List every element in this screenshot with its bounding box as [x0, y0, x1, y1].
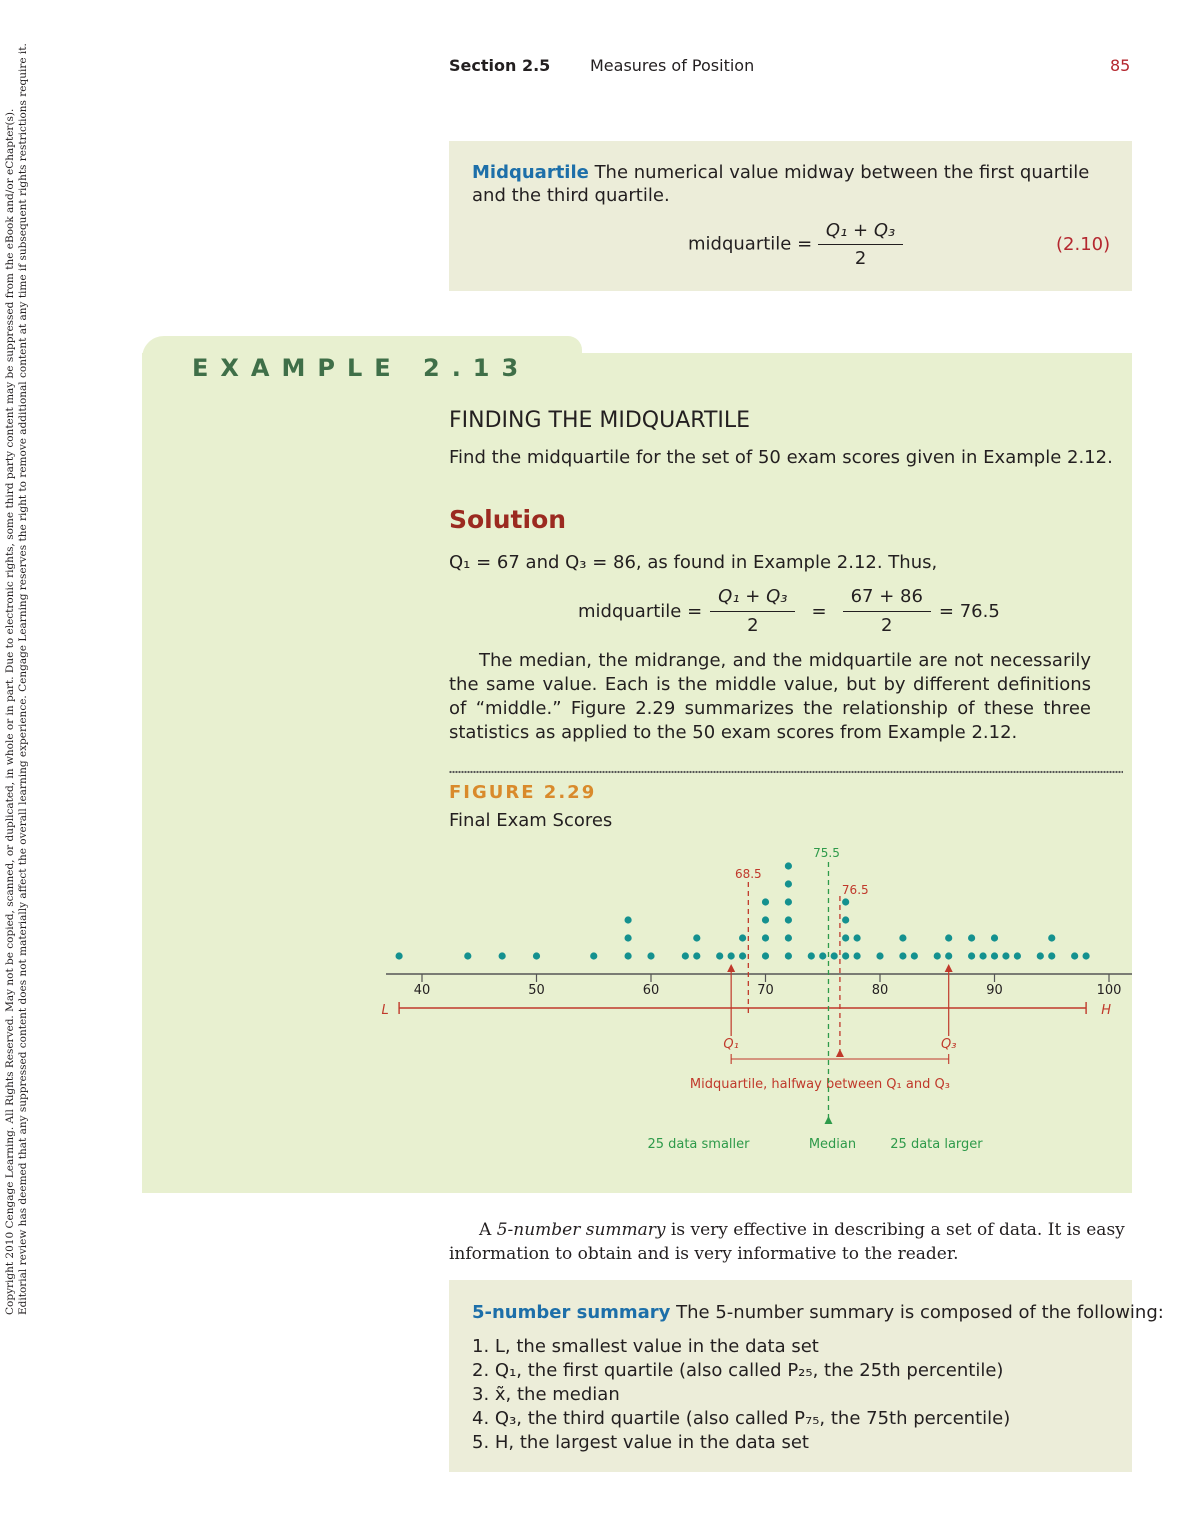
- summary-item: 2. Q₁, the first quartile (also called P₂₅, the 25th percentile): [472, 1360, 1004, 1381]
- summary-intro-text: The 5-number summary is composed of the following:: [670, 1302, 1164, 1323]
- section-title: Measures of Position: [590, 56, 755, 75]
- summary-list: [472, 1335, 1010, 1455]
- definition-text: The numerical value midway between the first quartile and the third quartile.: [472, 162, 1090, 206]
- data-dot: [842, 934, 849, 941]
- data-dot: [899, 952, 906, 959]
- copyright-line-2: Editorial review has deemed that any suppressed content does not materially affect the overall learning experience. Cengage Learning reserves the right to remove additional content at any time if subsequent rights restrictions require it.: [17, 43, 29, 1315]
- Q3-label: Q₃: [940, 1037, 957, 1052]
- median-arrow: [824, 1116, 832, 1124]
- formula-lhs: midquartile =: [688, 233, 813, 255]
- data-dot: [934, 952, 941, 959]
- larger-annotation: 25 data larger: [890, 1137, 983, 1152]
- fraction-1-denominator: 2: [747, 615, 759, 636]
- midquartile-arrow: [836, 1049, 844, 1057]
- data-dot: [647, 952, 654, 959]
- body-suffix: is very effective in describing a set of data. It is easy information to obtain and is very informative to the reader.: [449, 1220, 1125, 1264]
- summary-intro: [472, 1301, 1164, 1324]
- data-dot: [979, 952, 986, 959]
- data-dot: [682, 952, 689, 959]
- data-dot: [728, 952, 735, 959]
- data-dot: [854, 934, 861, 941]
- example-label: EXAMPLE 2.13: [192, 354, 531, 382]
- page-number: 85: [1110, 56, 1131, 75]
- data-dot: [762, 952, 769, 959]
- data-dot: [945, 952, 952, 959]
- data-dot: [625, 952, 632, 959]
- summary-term: 5-number summary: [472, 1302, 671, 1323]
- data-dot: [1014, 952, 1021, 959]
- data-dot: [808, 952, 815, 959]
- Q3-arrow: [945, 964, 953, 972]
- Q1-arrow: [727, 964, 735, 972]
- formula-numerator: Q₁ + Q₃: [818, 219, 903, 245]
- data-dot: [785, 916, 792, 923]
- data-dot: [693, 952, 700, 959]
- midquartile-formula: [688, 219, 903, 270]
- data-dot: [1083, 952, 1090, 959]
- data-dot: [785, 862, 792, 869]
- definition-term: Midquartile: [472, 162, 589, 183]
- data-dot: [625, 934, 632, 941]
- equation-result: = 76.5: [938, 600, 1000, 622]
- body-term: 5-number summary: [496, 1220, 666, 1240]
- summary-item: 1. L, the smallest value in the data set: [472, 1336, 819, 1357]
- data-dot: [911, 952, 918, 959]
- equation-number: (2.10): [1056, 234, 1111, 255]
- midquartile-annotation: Midquartile, halfway between Q₁ and Q₃: [689, 1077, 950, 1092]
- solution-given: Q₁ = 67 and Q₃ = 86, as found in Example 2.12. Thus,: [449, 552, 938, 573]
- example-title: FINDING THE MIDQUARTILE: [449, 408, 751, 433]
- data-dot: [739, 934, 746, 941]
- fraction-2-denominator: 2: [881, 615, 893, 636]
- data-dot: [762, 898, 769, 905]
- summary-item: 4. Q₃, the third quartile (also called P₇₅, the 75th percentile): [472, 1408, 1011, 1429]
- data-dot: [785, 934, 792, 941]
- example-prompt: Find the midquartile for the set of 50 exam scores given in Example 2.12.: [449, 447, 1113, 468]
- data-dot: [739, 952, 746, 959]
- data-dot: [968, 934, 975, 941]
- x-tick-label: 60: [642, 983, 660, 998]
- data-dot: [1048, 952, 1055, 959]
- data-dot: [533, 952, 540, 959]
- explanation-paragraph: The median, the midrange, and the midquartile are not necessarily the same value. Each is the middle value, but by different definitions of “middle.” Figure 2.29 summarizes the relationship of these three statistics as applied to the 50 exam scores from Example 2.12.: [449, 650, 1091, 743]
- midquartile-definition: [472, 161, 1112, 207]
- solution-heading: Solution: [449, 505, 567, 534]
- equation-lhs: midquartile =: [578, 600, 703, 622]
- midrange-value: 68.5: [734, 867, 762, 881]
- median-annotation: Median: [808, 1137, 857, 1152]
- x-tick-label: 50: [528, 983, 545, 998]
- formula-fraction: [818, 219, 903, 270]
- data-dot: [716, 952, 723, 959]
- data-dot: [464, 952, 471, 959]
- data-dot: [785, 898, 792, 905]
- data-dot: [968, 952, 975, 959]
- smaller-annotation: 25 data smaller: [647, 1137, 750, 1152]
- equation-fraction-2: [843, 585, 931, 638]
- data-dot: [590, 952, 597, 959]
- data-dot: [842, 916, 849, 923]
- fraction-1-numerator: Q₁ + Q₃: [710, 585, 795, 612]
- Q1-label: Q₁: [723, 1037, 739, 1052]
- data-dot: [831, 952, 838, 959]
- H-label: H: [1101, 1003, 1111, 1018]
- L-label: L: [381, 1003, 389, 1018]
- x-tick-label: 40: [413, 983, 431, 998]
- data-dot: [499, 952, 506, 959]
- copyright-line-1: Copyright 2010 Cengage Learning. All Rights Reserved. May not be copied, scanned, or duplicated, in whole or in part. Due to electronic rights, some third party content may be suppressed from the eBook and/or eChapter(s).: [4, 108, 16, 1315]
- data-dot: [854, 952, 861, 959]
- data-dot: [819, 952, 826, 959]
- fraction-2-numerator: 67 + 86: [843, 585, 931, 612]
- data-dot: [876, 952, 883, 959]
- section-number: Section 2.5: [449, 56, 551, 75]
- data-dot: [396, 952, 403, 959]
- data-dot: [899, 934, 906, 941]
- x-tick-label: 100: [1096, 983, 1122, 998]
- data-dot: [945, 934, 952, 941]
- data-dot: [762, 934, 769, 941]
- body-paragraph: [449, 1218, 1132, 1266]
- data-dot: [625, 916, 632, 923]
- median-value: 75.5: [813, 846, 840, 860]
- data-dot: [842, 898, 849, 905]
- data-dot: [991, 952, 998, 959]
- body-prefix: A: [479, 1220, 497, 1240]
- copyright-notice: [4, 43, 34, 1315]
- data-dot: [785, 880, 792, 887]
- midquartile-value: 76.5: [841, 883, 869, 897]
- x-tick-label: 90: [986, 983, 1003, 998]
- x-tick-label: 80: [871, 983, 889, 998]
- solution-equation: [578, 585, 1000, 638]
- data-dot: [762, 916, 769, 923]
- data-dot: [1071, 952, 1078, 959]
- figure-divider: [449, 770, 1123, 774]
- data-dot: [785, 952, 792, 959]
- summary-item: 5. H, the largest value in the data set: [472, 1432, 809, 1453]
- data-dot: [693, 934, 700, 941]
- data-dot: [1037, 952, 1044, 959]
- x-tick-label: 70: [757, 983, 774, 998]
- equation-equals: =: [811, 600, 827, 622]
- dot-plot-chart: [380, 840, 1140, 1170]
- formula-denominator: 2: [854, 248, 867, 269]
- summary-item: 3. x̃, the median: [472, 1384, 620, 1405]
- data-dot: [1002, 952, 1009, 959]
- equation-fraction-1: [710, 585, 795, 638]
- figure-label: FIGURE 2.29: [449, 782, 597, 803]
- data-dot: [991, 934, 998, 941]
- figure-caption: Final Exam Scores: [449, 810, 613, 831]
- data-dot: [842, 952, 849, 959]
- data-dot: [1048, 934, 1055, 941]
